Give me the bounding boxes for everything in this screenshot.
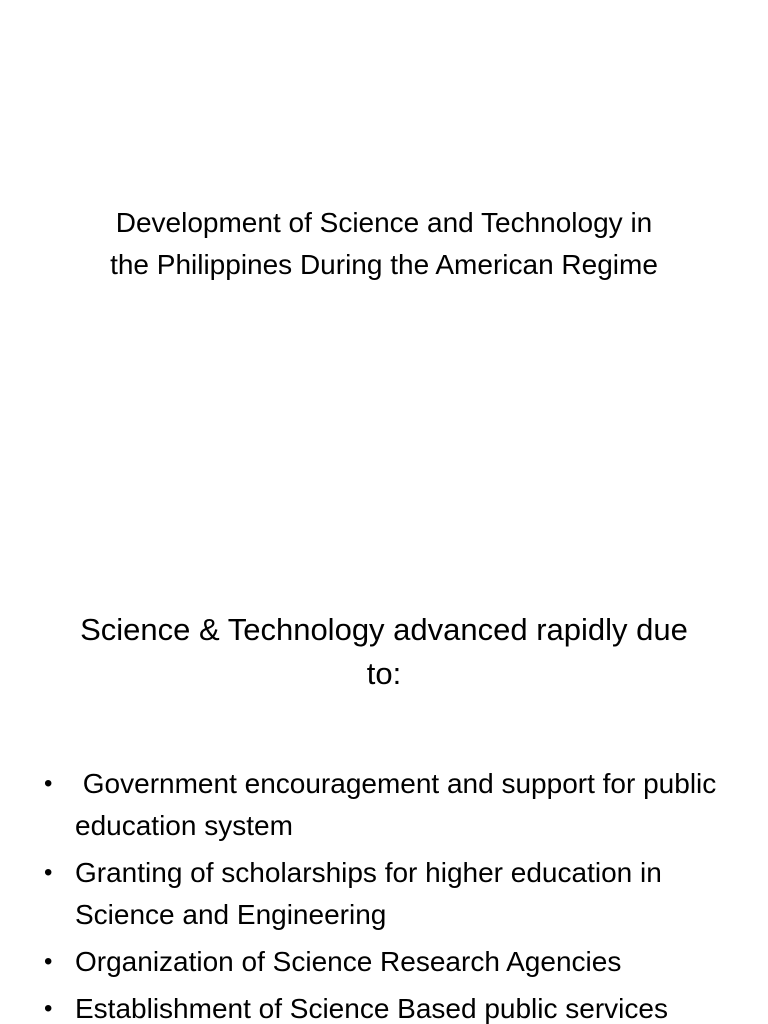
bullet-list xyxy=(40,763,740,1024)
bullet-item xyxy=(40,941,740,983)
bullet-text: Granting of scholarships for higher education in Science and Engineering xyxy=(75,857,662,930)
bullet-item xyxy=(40,763,740,847)
slide-heading xyxy=(40,608,728,696)
bullet-text: Establishment of Science Based public services xyxy=(75,993,668,1024)
bullet-icon: • xyxy=(44,995,53,1022)
bullet-icon: • xyxy=(44,859,53,886)
bullet-text: Organization of Science Research Agencies xyxy=(75,946,622,977)
slide-heading-line-1: Science & Technology advanced rapidly due xyxy=(80,612,688,647)
presentation-title-line-1: Development of Science and Technology in xyxy=(115,207,653,238)
presentation-title xyxy=(50,202,718,286)
bullet-item xyxy=(40,988,740,1024)
bullet-icon: • xyxy=(44,948,53,975)
slide-content-page xyxy=(0,512,768,1024)
slide-heading-line-2: to: xyxy=(366,656,402,691)
bullet-text: Government encouragement and support for public education system xyxy=(75,768,725,841)
presentation-title-line-2: the Philippines During the American Regime xyxy=(110,249,658,280)
bullet-icon: • xyxy=(44,770,53,797)
bullet-item xyxy=(40,852,740,936)
